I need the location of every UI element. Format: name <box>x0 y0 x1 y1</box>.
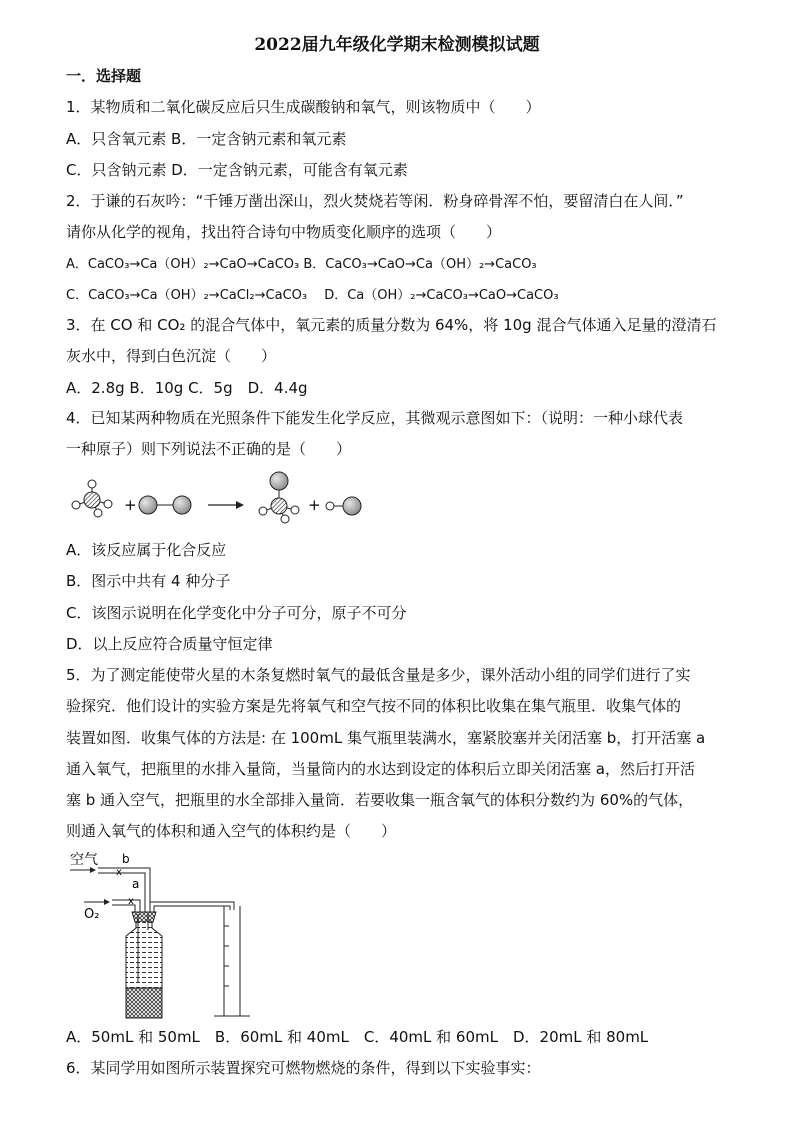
valve-a-label: a <box>132 877 140 891</box>
reaction-diagram <box>64 470 384 532</box>
valve-a-icon: x <box>128 896 134 907</box>
q3-stem-2: 灰水中，得到白色沉淀（ ） <box>66 347 277 365</box>
valve-b-label: b <box>122 852 130 866</box>
plus-sign: + <box>124 496 137 514</box>
q1-stem: 1．某物质和二氧化碳反应后只生成碳酸钠和氧气，则该物质中（ ） <box>66 98 541 116</box>
graduated-cylinder <box>214 906 250 1016</box>
q5-stem-5: 塞 b 通入空气，把瓶里的水全部排入量筒．若要收集一瓶含氧气的体积分数约为 60%的气体， <box>66 791 694 809</box>
page-title: 2022届九年级化学期末检测模拟试题 <box>254 35 540 55</box>
section-heading: 一．选择题 <box>66 67 142 85</box>
product-molecule-2 <box>326 497 361 515</box>
q5-stem-6: 则通入氧气的体积和通入空气的体积约是（ ） <box>66 822 397 840</box>
q5-options: A．50mL 和 50mL B．60mL 和 40mL C．40mL 和 60mL D．20mL 和 80mL <box>66 1028 649 1046</box>
plus-sign: + <box>308 496 321 514</box>
q5-stem-2: 验探究．他们设计的实验方案是先将氧气和空气按不同的体积比收集在集气瓶里．收集气体的 <box>66 697 682 715</box>
q1-options-cd: C．只含钠元素 D．一定含钠元素，可能含有氧元素 <box>66 161 408 179</box>
q2-options-cd: C．CaCO₃→Ca（OH）₂→CaCl₂→CaCO₃ D．Ca（OH）₂→CaCO₃→CaO→CaCO₃ <box>66 288 559 303</box>
reaction-arrow-icon <box>208 501 244 509</box>
air-label: 空气 <box>70 852 98 868</box>
q2-stem-2: 请你从化学的视角，找出符合诗句中物质变化顺序的选项（ ） <box>66 223 502 241</box>
q2-options-ab: A．CaCO₃→Ca（OH）₂→CaO→CaCO₃ B．CaCO₃→CaO→Ca（OH）₂→CaCO₃ <box>66 257 537 272</box>
oxygen-inlet-arrow-icon <box>84 899 110 905</box>
q5-stem-4: 通入氧气，把瓶里的水排入量筒，当量筒内的水达到设定的体积后立即关闭活塞 a，然后打开活 <box>66 760 695 778</box>
q3-options: A．2.8g B．10g C．5g D．4.4g <box>66 379 308 397</box>
q4-option-c: C．该图示说明在化学变化中分子可分，原子不可分 <box>66 604 407 622</box>
q5-stem-1: 5．为了测定能使带火星的木条复燃时氧气的最低含量是多少，课外活动小组的同学们进行了实 <box>66 666 691 684</box>
q3-stem-1: 3．在 CO 和 CO₂ 的混合气体中，氧元素的质量分数为 64%，将 10g 混合气体通入足量的澄清石 <box>66 316 717 334</box>
reactant-molecule-2 <box>139 496 191 514</box>
product-molecule-1 <box>259 472 299 523</box>
q4-option-a: A．该反应属于化合反应 <box>66 541 227 559</box>
reactant-molecule-1 <box>72 480 112 517</box>
q4-option-d: D．以上反应符合质量守恒定律 <box>66 635 273 653</box>
q4-option-b: B．图示中共有 4 种分子 <box>66 572 231 590</box>
oxygen-label: O₂ <box>84 907 100 922</box>
gas-collection-apparatus <box>64 850 264 1020</box>
q1-options-ab: A．只含氧元素 B．一定含钠元素和氧元素 <box>66 130 347 148</box>
q2-stem-1: 2．于谦的石灰吟：“千锤万凿出深山，烈火焚烧若等闲．粉身碎骨浑不怕，要留清白在人间．” <box>66 192 684 210</box>
valve-b-icon: x <box>116 867 122 878</box>
q4-stem-2: 一种原子）则下列说法不正确的是（ ） <box>66 440 352 458</box>
q4-stem-1: 4．已知某两种物质在光照条件下能发生化学反应，其微观示意图如下：（说明：一种小球代表 <box>66 409 684 427</box>
q6-stem: 6．某同学用如图所示装置探究可燃物燃烧的条件，得到以下实验事实： <box>66 1059 541 1077</box>
q5-stem-3: 装置如图．收集气体的方法是: 在 100mL 集气瓶里装满水，塞紧胶塞并关闭活塞 b，打开活塞 a <box>66 729 706 747</box>
